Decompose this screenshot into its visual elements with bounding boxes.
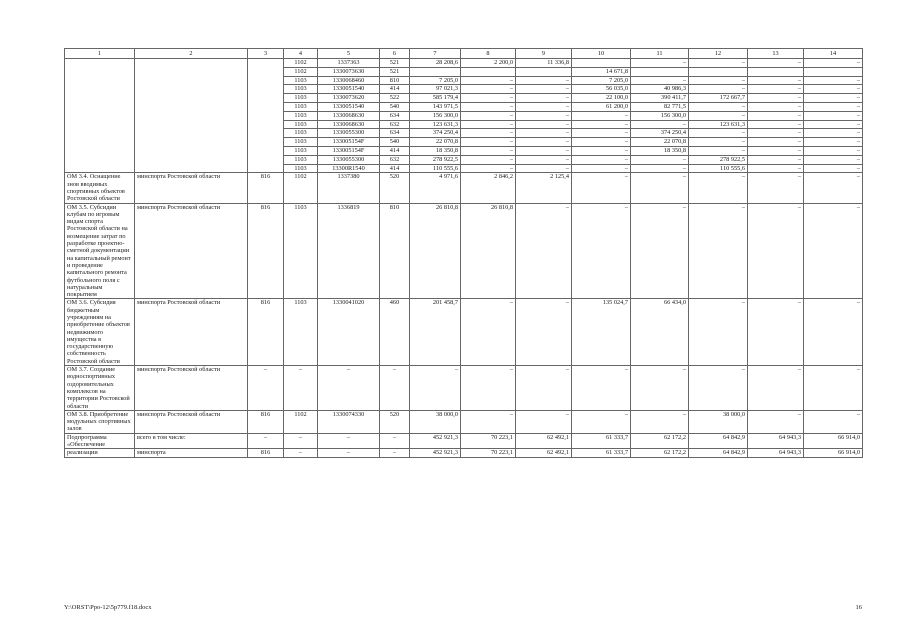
table-cell: 1330055300 (318, 155, 380, 164)
empty-merged-cell (65, 59, 135, 173)
table-cell: 1103 (284, 94, 318, 103)
table-cell: – (461, 129, 516, 138)
table-cell: – (572, 120, 631, 129)
budget-table (64, 48, 863, 458)
table-cell: 816 (248, 173, 284, 203)
table-cell: 201 458,7 (410, 299, 461, 366)
table-cell: – (516, 111, 572, 120)
table-cell: 97 021,3 (410, 85, 461, 94)
table-cell: 816 (248, 449, 284, 457)
table-cell: – (516, 76, 572, 85)
table-cell: – (572, 203, 631, 299)
table-cell: – (572, 410, 631, 433)
table-cell: ОМ 3.7. Создание водноспортивных оздоровительных комплексов на территории Ростовской области (65, 366, 135, 411)
table-cell: 3 (248, 49, 284, 59)
table-cell: 1330073620 (318, 94, 380, 103)
table-cell: – (284, 433, 318, 449)
table-cell: 521 (380, 59, 410, 68)
table-cell: 2 846,2 (461, 173, 516, 203)
table-cell (461, 67, 516, 76)
table-cell: – (804, 299, 863, 366)
table-cell: 1330068630 (318, 111, 380, 120)
table-cell: – (516, 129, 572, 138)
table-cell: 634 (380, 111, 410, 120)
table-cell: 64 842,9 (689, 433, 748, 449)
table-cell: – (631, 410, 689, 433)
table-cell: – (804, 146, 863, 155)
table-cell: – (516, 102, 572, 111)
table-cell: 38 000,0 (410, 410, 461, 433)
table-cell: 1330068460 (318, 76, 380, 85)
table-cell: 135 024,7 (572, 299, 631, 366)
table-cell: 56 035,0 (572, 85, 631, 94)
table-cell: 38 000,0 (689, 410, 748, 433)
table-cell: 1103 (284, 146, 318, 155)
table-cell: – (572, 146, 631, 155)
table-cell: 1336819 (318, 203, 380, 299)
table-cell: минспорта Ростовской области (135, 366, 248, 411)
table-cell: 1103 (284, 138, 318, 147)
table-cell: – (689, 76, 748, 85)
table-cell: – (631, 366, 689, 411)
table-cell: – (461, 102, 516, 111)
table-cell: 110 555,6 (410, 164, 461, 173)
table-cell: – (461, 85, 516, 94)
table-cell: 61 333,7 (572, 449, 631, 457)
table-cell: – (461, 94, 516, 103)
table-cell: – (804, 129, 863, 138)
table-cell: 13300R1540 (318, 164, 380, 173)
table-cell: 634 (380, 129, 410, 138)
table-cell: – (461, 299, 516, 366)
table-cell: 585 179,4 (410, 94, 461, 103)
table-cell: 66 434,0 (631, 299, 689, 366)
table-cell: 278 922,5 (689, 155, 748, 164)
table-cell: 452 921,3 (410, 433, 461, 449)
empty-merged-cell (248, 59, 284, 173)
table-row (65, 203, 863, 299)
table-cell: – (516, 85, 572, 94)
table-cell: 1103 (284, 85, 318, 94)
table-cell: – (748, 120, 804, 129)
table-cell: – (689, 366, 748, 411)
table-cell: – (461, 146, 516, 155)
table-cell: 540 (380, 138, 410, 147)
table-cell: – (748, 138, 804, 147)
table-cell: минспорта Ростовской области (135, 173, 248, 203)
table-cell: – (804, 410, 863, 433)
table-cell: 7 205,0 (572, 76, 631, 85)
table-cell: – (631, 59, 689, 68)
table-cell: минспорта (135, 449, 248, 457)
table-cell: – (689, 129, 748, 138)
table-cell: – (284, 366, 318, 411)
table-cell: 22 100,0 (572, 94, 631, 103)
table-cell: – (572, 173, 631, 203)
table-cell: 14 671,8 (572, 67, 631, 76)
column-number-row (65, 49, 863, 59)
table-cell: 133005154F (318, 146, 380, 155)
table-cell: 810 (380, 76, 410, 85)
table-cell: – (461, 366, 516, 411)
table-cell: – (804, 85, 863, 94)
table-cell: 26 810,8 (461, 203, 516, 299)
table-cell: – (689, 111, 748, 120)
table-cell: – (689, 138, 748, 147)
table-cell: ОМ 3.4. Оснащение знов вводимых спортивных объектов Ростовской области (65, 173, 135, 203)
table-cell: – (804, 59, 863, 68)
table-cell: 374 250,4 (631, 129, 689, 138)
table-cell: – (689, 85, 748, 94)
table-cell: – (748, 146, 804, 155)
table-cell: 62 492,1 (516, 433, 572, 449)
table-cell: 1103 (284, 299, 318, 366)
table-cell: 278 922,5 (410, 155, 461, 164)
table-cell: всего в том числе: (135, 433, 248, 449)
table-cell: – (380, 449, 410, 457)
table-cell: – (461, 120, 516, 129)
table-cell: – (572, 366, 631, 411)
table-row (65, 173, 863, 203)
table-cell: 1103 (284, 120, 318, 129)
table-cell: – (804, 102, 863, 111)
table-cell (631, 67, 689, 76)
table-cell: – (516, 120, 572, 129)
table-cell: 172 667,7 (689, 94, 748, 103)
table-cell: – (689, 299, 748, 366)
table-cell: – (748, 111, 804, 120)
table-cell: 40 986,3 (631, 85, 689, 94)
table-row (65, 410, 863, 433)
table-cell: 2 125,4 (516, 173, 572, 203)
table-cell: 1102 (284, 410, 318, 433)
table-cell: – (748, 59, 804, 68)
table-cell: – (284, 449, 318, 457)
table-cell: 26 810,8 (410, 203, 461, 299)
table-cell: – (516, 366, 572, 411)
table-cell: – (461, 111, 516, 120)
table-cell: – (689, 203, 748, 299)
table-cell: 1337380 (318, 173, 380, 203)
table-cell: – (572, 129, 631, 138)
table-cell: 7 205,0 (410, 76, 461, 85)
table-cell: 61 200,0 (572, 102, 631, 111)
table-cell: 520 (380, 410, 410, 433)
table-cell: реализации (65, 449, 135, 457)
table-cell: – (380, 366, 410, 411)
table-cell: 13 (748, 49, 804, 59)
table-cell: 2 200,0 (461, 59, 516, 68)
table-cell: – (461, 164, 516, 173)
table-row (65, 433, 863, 449)
table-cell: 6 (380, 49, 410, 59)
table-cell: 1 (65, 49, 135, 59)
table-cell: 66 914,0 (804, 433, 863, 449)
table-cell: 70 223,1 (461, 449, 516, 457)
table-cell: – (631, 120, 689, 129)
table-cell: – (748, 94, 804, 103)
table-cell: 520 (380, 173, 410, 203)
table-cell: – (572, 111, 631, 120)
table-cell: 18 350,8 (631, 146, 689, 155)
table-cell: 1103 (284, 155, 318, 164)
table-cell: – (748, 410, 804, 433)
table-cell: 22 070,8 (410, 138, 461, 147)
table-cell: – (516, 410, 572, 433)
table-cell: 1330074330 (318, 410, 380, 433)
table-cell: – (804, 155, 863, 164)
table-cell (410, 67, 461, 76)
table-cell: 62 492,1 (516, 449, 572, 457)
table-cell: 62 172,2 (631, 433, 689, 449)
table-cell: 374 250,4 (410, 129, 461, 138)
table-cell: 632 (380, 155, 410, 164)
table-cell (804, 67, 863, 76)
table-cell: – (804, 164, 863, 173)
table-cell: 110 555,6 (689, 164, 748, 173)
table-cell: – (804, 76, 863, 85)
table-cell: – (572, 164, 631, 173)
footer-path: Y:\ORST\Ppo-12\5p779.f18.docx (64, 604, 152, 611)
table-cell: 1330073630 (318, 67, 380, 76)
table-cell: – (572, 138, 631, 147)
table-cell: – (461, 138, 516, 147)
table-cell: 1330051540 (318, 102, 380, 111)
table-cell: – (248, 366, 284, 411)
table-cell: 452 921,3 (410, 449, 461, 457)
table-cell: – (804, 173, 863, 203)
table-cell (748, 67, 804, 76)
table-cell: 9 (516, 49, 572, 59)
table-cell: – (631, 164, 689, 173)
empty-merged-cell (135, 59, 248, 173)
table-cell: 61 333,7 (572, 433, 631, 449)
table-cell: – (748, 85, 804, 94)
table-cell: – (248, 433, 284, 449)
table-cell: – (748, 203, 804, 299)
table-cell: 64 842,9 (689, 449, 748, 457)
table-cell: – (461, 155, 516, 164)
table-cell: – (318, 366, 380, 411)
table-cell: – (804, 120, 863, 129)
table-row (65, 366, 863, 411)
table-cell: – (516, 138, 572, 147)
table-cell: 64 943,3 (748, 433, 804, 449)
table-cell: 810 (380, 203, 410, 299)
table-cell: 414 (380, 85, 410, 94)
table-cell: 82 771,5 (631, 102, 689, 111)
table-cell: – (804, 366, 863, 411)
table-cell: 11 (631, 49, 689, 59)
table-cell: 1330051540 (318, 85, 380, 94)
table-cell: 1102 (284, 67, 318, 76)
table-cell: минспорта Ростовской области (135, 299, 248, 366)
table-cell: – (748, 173, 804, 203)
table-cell: – (748, 102, 804, 111)
table-cell: 1337363 (318, 59, 380, 68)
table-cell: – (804, 203, 863, 299)
table-cell: 414 (380, 146, 410, 155)
table-cell: 522 (380, 94, 410, 103)
table-cell: 816 (248, 299, 284, 366)
table-cell: – (572, 155, 631, 164)
table-cell: 816 (248, 203, 284, 299)
table-cell: – (516, 203, 572, 299)
table-cell: 1102 (284, 59, 318, 68)
table-cell: 7 (410, 49, 461, 59)
table-cell (516, 67, 572, 76)
table-cell: – (748, 366, 804, 411)
table-cell: 1103 (284, 76, 318, 85)
table-cell: 2 (135, 49, 248, 59)
table-cell: 12 (689, 49, 748, 59)
table-cell: 460 (380, 299, 410, 366)
table-cell: – (380, 433, 410, 449)
table-cell: – (748, 164, 804, 173)
table-cell: – (689, 59, 748, 68)
table-cell: 62 172,2 (631, 449, 689, 457)
table-cell: 1330068630 (318, 120, 380, 129)
table-cell: 521 (380, 67, 410, 76)
table-cell: – (631, 203, 689, 299)
table-cell: 390 411,7 (631, 94, 689, 103)
table-cell: 1330055300 (318, 129, 380, 138)
table-cell: 4 (284, 49, 318, 59)
table-cell: – (748, 155, 804, 164)
table-cell: 8 (461, 49, 516, 59)
table-cell: 10 (572, 49, 631, 59)
table-cell: 14 (804, 49, 863, 59)
table-cell: – (631, 155, 689, 164)
table-cell: – (689, 146, 748, 155)
table-cell: 5 (318, 49, 380, 59)
table-cell: – (516, 164, 572, 173)
table-cell: 64 943,3 (748, 449, 804, 457)
table-cell: 28 208,6 (410, 59, 461, 68)
table-cell (689, 67, 748, 76)
table-cell: – (804, 138, 863, 147)
table-cell: – (804, 111, 863, 120)
table-cell: 123 631,3 (689, 120, 748, 129)
table-cell: – (748, 299, 804, 366)
table-cell: 1103 (284, 164, 318, 173)
table-cell: 1330041020 (318, 299, 380, 366)
table-cell: 22 070,8 (631, 138, 689, 147)
table-cell: – (516, 155, 572, 164)
table-cell: 123 631,3 (410, 120, 461, 129)
page-number: 16 (855, 604, 862, 611)
table-cell: ОМ 3.5. Субсидии клубам по игровым видам спорта Ростовской области на возмещение затрат по разработке проектно-сметной документации на капитальный ремонт и проведение капитального ремонта футбольного поля с натуральным покрытием (65, 203, 135, 299)
table-cell: – (318, 449, 380, 457)
table-cell: 414 (380, 164, 410, 173)
table-cell: – (689, 102, 748, 111)
table-cell: 1103 (284, 111, 318, 120)
table-cell: 1103 (284, 102, 318, 111)
table-row (65, 449, 863, 457)
table-cell: – (516, 299, 572, 366)
table-row (65, 299, 863, 366)
table-cell: 156 300,0 (631, 111, 689, 120)
table-cell: – (516, 94, 572, 103)
table-cell: минспорта Ростовской области (135, 203, 248, 299)
table-cell: – (748, 129, 804, 138)
table-cell: – (748, 76, 804, 85)
table-cell: – (516, 146, 572, 155)
table-cell: – (461, 410, 516, 433)
table-cell: – (461, 76, 516, 85)
table-cell: Подпрограмма «Обеспечение (65, 433, 135, 449)
table-cell: 1102 (284, 173, 318, 203)
table-row (65, 59, 863, 68)
table-cell: 70 223,1 (461, 433, 516, 449)
table-cell: ОМ 3.6. Субсидия бюджетным учреждениям на приобретение объектов недвижимого имущества в государственную собственность Ростовской области (65, 299, 135, 366)
table-cell: 632 (380, 120, 410, 129)
table-cell: 4 971,6 (410, 173, 461, 203)
table-cell: – (318, 433, 380, 449)
table-cell: – (631, 76, 689, 85)
table-cell: 1103 (284, 129, 318, 138)
table-cell: 816 (248, 410, 284, 433)
table-cell: – (631, 173, 689, 203)
table-cell: – (689, 173, 748, 203)
table-cell: ОМ 3.8. Приобретение модульных спортивных залов (65, 410, 135, 433)
table-cell: 11 336,8 (516, 59, 572, 68)
table-cell: – (410, 366, 461, 411)
table-cell: 540 (380, 102, 410, 111)
table-cell: 66 914,0 (804, 449, 863, 457)
table-cell: 143 971,5 (410, 102, 461, 111)
table-cell: 18 350,8 (410, 146, 461, 155)
table-cell: 133005154F (318, 138, 380, 147)
table-cell: 1103 (284, 203, 318, 299)
table-cell: 156 300,0 (410, 111, 461, 120)
table-cell: – (804, 94, 863, 103)
table-cell: минспорта Ростовской области (135, 410, 248, 433)
table-cell (572, 59, 631, 68)
